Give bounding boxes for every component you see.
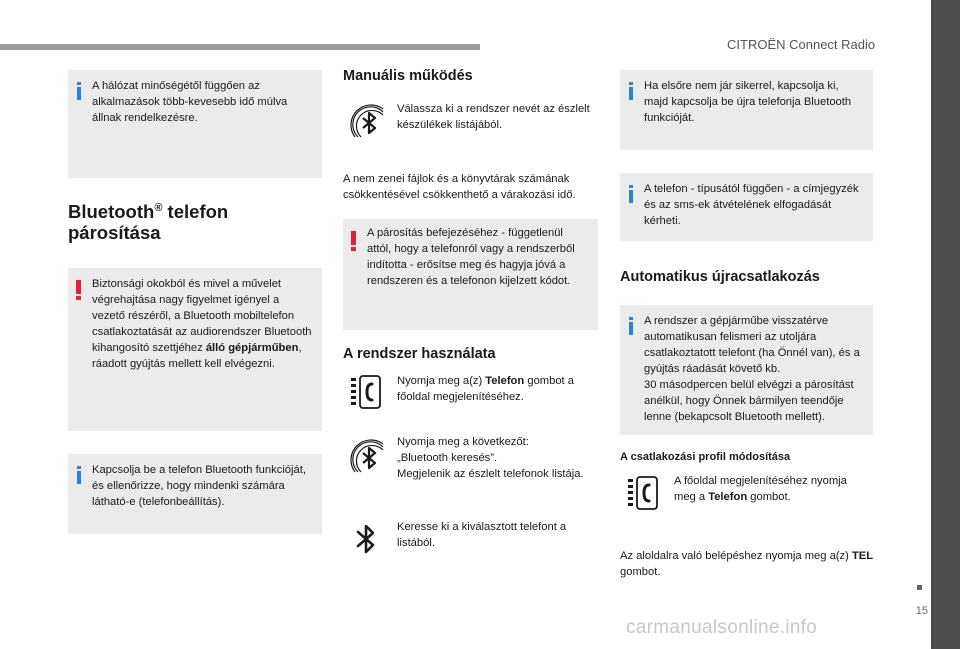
step-press-telefon: Nyomja meg a(z) Telefon gombot a főoldal megjelenítéséhez. — [397, 375, 574, 403]
bluetooth-menu-icon — [349, 438, 389, 478]
info-text: Kapcsolja be a telefon Bluetooth funkcióját, és ellenőrizze, hogy mindenki számára látható-e (telefonbeállítás). — [92, 464, 306, 508]
info-icon — [629, 82, 633, 100]
page-marker — [917, 585, 922, 590]
info-icon — [629, 185, 633, 203]
step-profile-press-telefon: A főoldal megjelenítéséhez nyomja meg a Telefon gombot. — [674, 475, 847, 503]
paragraph-subpage-tel: Az aloldalra való belépéshez nyomja meg a(z) TEL gombot. — [620, 550, 874, 578]
section-title-usage: A rendszer használata — [343, 346, 496, 362]
subtitle-connection-profile: A csatlakozási profil módosítása — [620, 451, 791, 463]
info-icon — [77, 466, 81, 484]
top-rule — [0, 44, 480, 50]
warning-box-safety — [68, 268, 322, 431]
info-box-visibility — [68, 454, 322, 534]
info-icon — [629, 317, 633, 335]
info-box-auto-reconnect — [620, 305, 873, 435]
phone-icon — [349, 374, 383, 410]
info-box-retry — [620, 70, 873, 150]
section-title-auto-reconnect: Automatikus újracsatlakozás — [620, 269, 820, 285]
warning-icon — [351, 231, 356, 251]
info-box-phone-type — [620, 173, 873, 241]
step-select-phone: Keresse ki a kiválasztott telefont a listából. — [397, 521, 567, 549]
warning-text: Biztonsági okokból és mivel a művelet végrehajtása nagy figyelmet igényel a vezető részéről, a Bluetooth mobiltelefon csatlakoztatását az audiorendszer Bluetooth kihangosító szettjéhez álló gépjárműben, ráadott gyújtás mellett kell elvégezni. — [92, 278, 312, 370]
section-title-manual: Manuális működés — [343, 68, 473, 84]
info-icon — [77, 82, 81, 100]
warning-box-pairing — [343, 219, 598, 330]
step-select-system: Válassza ki a rendszer nevét az észlelt készülékek listájából. — [397, 103, 590, 131]
page-number: 15 — [915, 605, 928, 617]
section-title-pairing: Bluetooth® telefon párosítása — [68, 201, 229, 244]
info-text: A rendszer a gépjárműbe visszatérve automatikusan felismeri az utoljára csatlakoztatott telefont (ha Önnél van), és a gyújtás ráadását követő kb. 30 másodpercen belül elvégzi a párosítást anélkül, hogy Önnek bármilyen teendője lenne (bekapcsolt Bluetooth mellett). — [644, 315, 860, 423]
info-box-network — [68, 70, 322, 178]
warning-icon — [76, 280, 81, 300]
watermark: carmanualsonline.info — [626, 617, 818, 638]
page-header-title: CITROËN Connect Radio — [727, 37, 876, 52]
info-text: A hálózat minőségétől függően az alkalmazások több-kevesebb idő múlva állnak rendelkezésre. — [92, 80, 288, 124]
info-text: A telefon - típusától függően - a címjegyzék és az sms-ek átvételének elfogadását kérheti. — [644, 183, 859, 227]
step-bluetooth-search: Nyomja meg a következőt: „Bluetooth keresés”. Megjelenik az észlelt telefonok listája. — [397, 436, 584, 480]
side-strip — [931, 0, 960, 649]
info-text: Ha elsőre nem jár sikerrel, kapcsolja ki, majd kapcsolja be újra telefonja Bluetooth funkcióját. — [644, 80, 852, 124]
bluetooth-menu-icon — [349, 103, 389, 143]
warning-text: A párosítás befejezéséhez - függetlenül attól, hogy a telefonról vagy a rendszerből indította - erősítse meg és hagyja jóvá a rendszeren és a telefonon kijelzett kódot. — [367, 227, 575, 287]
phone-icon — [626, 475, 660, 511]
paragraph-wait-time: A nem zenei fájlok és a könyvtárak számának csökkentésével csökkenthető a várakozási idő. — [343, 173, 576, 201]
bluetooth-icon — [355, 522, 377, 556]
